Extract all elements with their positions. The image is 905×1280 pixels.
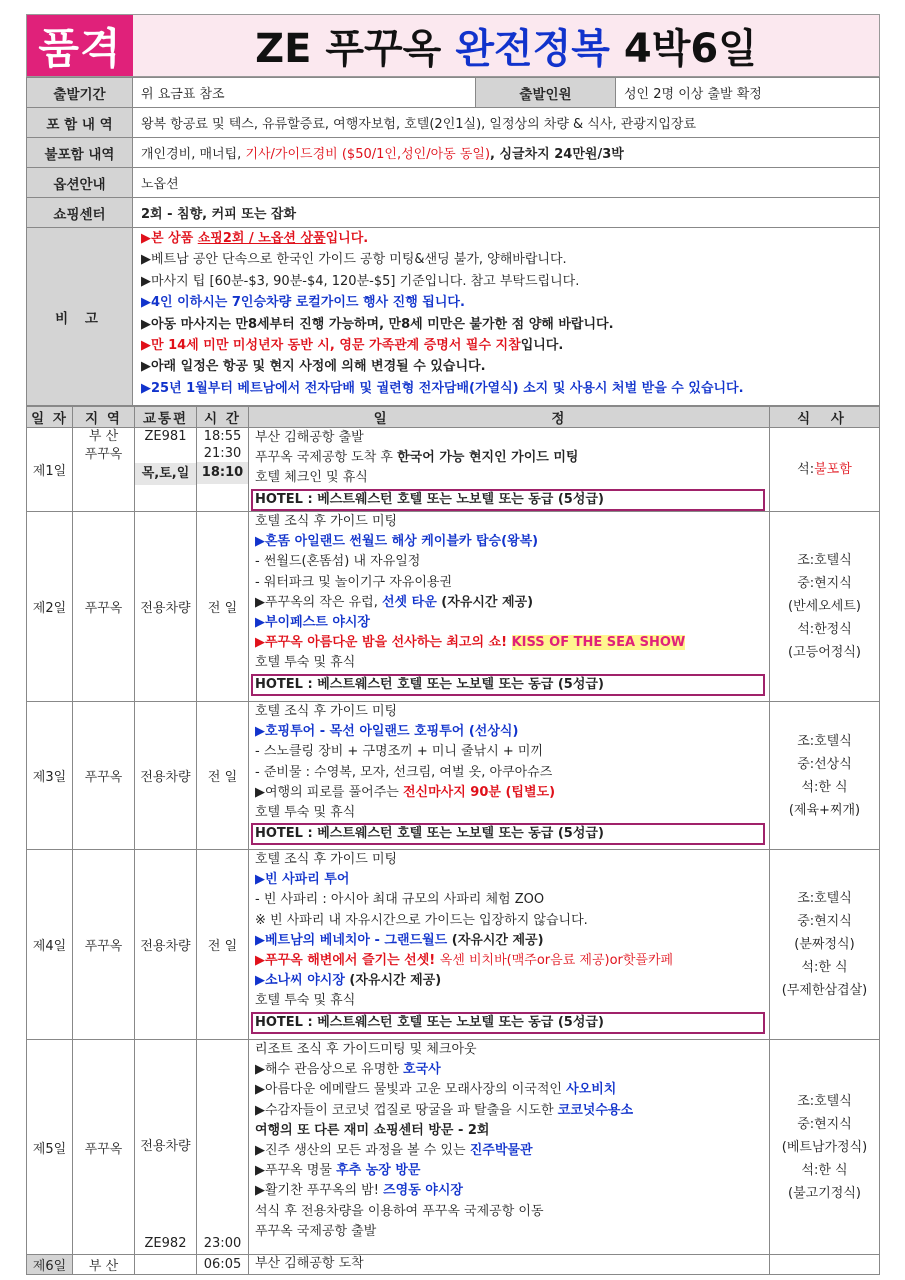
note-8: ▶25년 1월부터 베트남에서 전자담배 및 궐련형 전자담배(가열식) 소지 및 사용시 처벌 받을 수 있습니다. xyxy=(141,380,744,396)
day6-transport xyxy=(135,1255,197,1275)
note-5: ▶아동 마사지는 만8세부터 진행 가능하며, 만8세 미만은 불가한 점 양해 바랍니다. xyxy=(141,316,614,332)
title-part-b: 완전정복 xyxy=(455,26,610,72)
day1-area: 부 산 푸꾸옥 xyxy=(73,428,135,512)
col-transport: 교통편 xyxy=(135,407,197,428)
day6-plan: 부산 김해공항 도착 xyxy=(249,1255,770,1275)
notes-label: 비 고 xyxy=(27,228,133,406)
day2-label: 제2일 xyxy=(27,512,73,702)
period-label: 출발기간 xyxy=(27,78,133,108)
col-day: 일 자 xyxy=(27,407,73,428)
itinerary-day-3 xyxy=(27,702,880,850)
included-label: 포 함 내 역 xyxy=(27,108,133,138)
people-value: 성인 2명 이상 출발 확정 xyxy=(616,78,880,108)
day1-plan: 부산 김해공항 출발 푸꾸옥 국제공항 도착 후 한국어 가능 현지인 가이드 미팅 호텔 체크인 및 휴식 HOTEL : 베스트웨스턴 호텔 또는 노보텔 또는 동급 (5성급) xyxy=(249,428,770,512)
grade-badge: 품격 xyxy=(27,15,133,76)
excluded-value xyxy=(133,138,880,168)
itinerary-header xyxy=(27,407,880,428)
excluded-text-a: 개인경비, 매너팁, xyxy=(141,147,246,162)
info-table xyxy=(26,77,880,406)
day5-transport: 전용차량 ZE982 xyxy=(135,1040,197,1255)
day2-hotel: HOTEL : 베스트웨스턴 호텔 또는 노보텔 또는 동급 (5성급) xyxy=(251,674,765,696)
day2-transport: 전용차량 xyxy=(135,512,197,702)
day5-flight: ZE982 xyxy=(144,1236,187,1251)
note-3: ▶마사지 팁 [60분-$3, 90분-$4, 120분-$5] 기준입니다. 참고 부탁드립니다. xyxy=(141,273,580,289)
col-time: 시 간 xyxy=(197,407,249,428)
day3-transport: 전용차량 xyxy=(135,702,197,850)
day1-meal: 석:불포함 xyxy=(770,428,880,512)
day4-meal: 조:호텔식 중:현지식 (분짜정식) 석:한 식 (무제한삼겹살) xyxy=(770,850,880,1040)
day1-flight: ZE981 xyxy=(144,429,187,444)
shopping-value: 2회 - 침향, 커피 또는 잡화 xyxy=(133,198,880,228)
day5-area: 푸꾸옥 xyxy=(73,1040,135,1255)
day6-meal xyxy=(770,1255,880,1275)
day4-time: 전 일 xyxy=(197,850,249,1040)
day5-meal: 조:호텔식 중:현지식 (베트남가정식) 석:한 식 (불고기정식) xyxy=(770,1040,880,1255)
title-part-a: ZE 푸꾸옥 xyxy=(255,26,442,72)
title-part-c: 4박6일 xyxy=(623,26,757,72)
itinerary-day-1 xyxy=(27,428,880,512)
day3-area: 푸꾸옥 xyxy=(73,702,135,850)
day1-hotel: HOTEL : 베스트웨스턴 호텔 또는 노보텔 또는 동급 (5성급) xyxy=(251,489,765,511)
day4-transport: 전용차량 xyxy=(135,850,197,1040)
itinerary-day-6 xyxy=(27,1255,880,1275)
day1-dow: 목,토,일 xyxy=(135,463,196,485)
col-meal: 식 사 xyxy=(770,407,880,428)
day4-plan: 호텔 조식 후 가이드 미팅 ▶빈 사파리 투어 - 빈 사파리 : 아시아 최대 규모의 사파리 체험 ZOO ※ 빈 사파리 내 자유시간으로 가이드는 입장하지 않습니다. ▶베트남의 베네치아 - 그랜드월드 (자유시간 제공) ▶푸꾸옥 해변에서 즐기는 선셋! 옥센 비치바(맥주or음료 제공)or핫플카페 ▶소나씨 야시장 (자유시간 제공) 호텔 투숙 및 휴식 HOTEL : 베스트웨스턴 호텔 또는 노보텔 또는 동급 (5성급) xyxy=(249,850,770,1040)
day1-transport xyxy=(135,428,197,512)
col-plan: 일 정 xyxy=(249,407,770,428)
info-row-option xyxy=(27,168,880,198)
day2-area: 푸꾸옥 xyxy=(73,512,135,702)
page-title xyxy=(133,15,879,76)
col-area: 지 역 xyxy=(73,407,135,428)
info-row-period xyxy=(27,78,880,108)
notes-list xyxy=(133,228,880,406)
day1-time: 18:55 21:30 18:10 xyxy=(197,428,249,512)
day3-hotel: HOTEL : 베스트웨스턴 호텔 또는 노보텔 또는 동급 (5성급) xyxy=(251,823,765,845)
day3-meal: 조:호텔식 중:선상식 석:한 식 (제육+찌개) xyxy=(770,702,880,850)
note-2: ▶베트남 공안 단속으로 한국인 가이드 공항 미팅&샌딩 불가, 양해바랍니다. xyxy=(141,252,567,268)
day3-time: 전 일 xyxy=(197,702,249,850)
day6-time: 06:05 xyxy=(197,1255,249,1275)
people-label: 출발인원 xyxy=(476,78,616,108)
day1-label: 제1일 xyxy=(27,428,73,512)
note-7: ▶아래 일정은 항공 및 현지 사정에 의해 변경될 수 있습니다. xyxy=(141,359,486,375)
day2-time: 전 일 xyxy=(197,512,249,702)
info-row-shopping xyxy=(27,198,880,228)
option-value: 노옵션 xyxy=(133,168,880,198)
itinerary-day-5 xyxy=(27,1040,880,1255)
day5-label: 제5일 xyxy=(27,1040,73,1255)
day5-time: 23:00 xyxy=(197,1040,249,1255)
note-1: ▶본 상품 쇼핑2회 / 노옵션 상품입니다. xyxy=(141,231,369,246)
day4-label: 제4일 xyxy=(27,850,73,1040)
excluded-label: 불포함 내역 xyxy=(27,138,133,168)
info-row-excluded xyxy=(27,138,880,168)
info-row-included xyxy=(27,108,880,138)
day2-meal: 조:호텔식 중:현지식 (반세오세트) 석:한정식 (고등어정식) xyxy=(770,512,880,702)
itinerary-day-4 xyxy=(27,850,880,1040)
day5-plan: 리조트 조식 후 가이드미팅 및 체크아웃 ▶해수 관음상으로 유명한 호국사 ▶아름다운 에메랄드 물빛과 고운 모래사장의 이국적인 사오비치 ▶수감자들이 코코넛 껍질로 땅굴을 파 탈출을 시도한 코코넛수용소 여행의 또 다른 재미 쇼핑센터 방문 - 2회 ▶진주 생산의 모든 과정을 볼 수 있는 진주박물관 ▶푸꾸옥 명물 후추 농장 방문 ▶활기찬 푸꾸옥의 밤! 즈영동 야시장 석식 후 전용차량을 이용하여 푸꾸옥 국제공항 이동 푸꾸옥 국제공항 출발 xyxy=(249,1040,770,1255)
note-6: ▶만 14세 미만 미성년자 동반 시, 영문 가족관계 증명서 필수 지참입니다. xyxy=(141,338,564,354)
day4-hotel: HOTEL : 베스트웨스턴 호텔 또는 노보텔 또는 동급 (5성급) xyxy=(251,1012,765,1034)
excluded-single-charge: , 싱글차지 24만원/3박 xyxy=(490,147,624,162)
shopping-label: 쇼핑센터 xyxy=(27,198,133,228)
tour-document xyxy=(26,14,880,1275)
note-4: ▶4인 이하시는 7인승차량 로컬가이드 행사 진행 됩니다. xyxy=(141,295,465,311)
day6-label: 제6일 xyxy=(27,1255,73,1275)
title-banner xyxy=(26,14,880,77)
info-row-notes xyxy=(27,228,880,406)
day2-plan: 호텔 조식 후 가이드 미팅 ▶혼똠 아일랜드 썬월드 해상 케이블카 탑승(왕복) - 썬월드(혼똠섬) 내 자유일정 - 워터파크 및 놀이기구 자유이용권 ▶푸꾸옥의 작은 유럽, 선셋 타운 (자유시간 제공) ▶부이페스트 야시장 ▶푸꾸옥 아름다운 밤을 선사하는 최고의 쇼! KISS OF THE SEA SHOW 호텔 투숙 및 휴식 HOTEL : 베스트웨스턴 호텔 또는 노보텔 또는 동급 (5성급) xyxy=(249,512,770,702)
period-value: 위 요금표 참조 xyxy=(133,78,476,108)
itinerary-table xyxy=(26,406,880,1275)
excluded-guide-fee: 기사/가이드경비 ($50/1인,성인/아동 동일) xyxy=(245,147,491,162)
day3-label: 제3일 xyxy=(27,702,73,850)
day6-area: 부 산 xyxy=(73,1255,135,1275)
itinerary-day-2 xyxy=(27,512,880,702)
day4-area: 푸꾸옥 xyxy=(73,850,135,1040)
option-label: 옵션안내 xyxy=(27,168,133,198)
day3-plan: 호텔 조식 후 가이드 미팅 ▶호핑투어 - 목선 아일랜드 호핑투어 (선상식) - 스노클링 장비 + 구명조끼 + 미니 줄낚시 + 미끼 - 준비물 : 수영복, 모자, 선크림, 여벌 옷, 아쿠아슈즈 ▶여행의 피로를 풀어주는 전신마사지 90분 (팁별도) 호텔 투숙 및 휴식 HOTEL : 베스트웨스턴 호텔 또는 노보텔 또는 동급 (5성급) xyxy=(249,702,770,850)
included-value: 왕복 항공료 및 텍스, 유류할증료, 여행자보험, 호텔(2인1실), 일정상의 차량 & 식사, 관광지입장료 xyxy=(133,108,880,138)
